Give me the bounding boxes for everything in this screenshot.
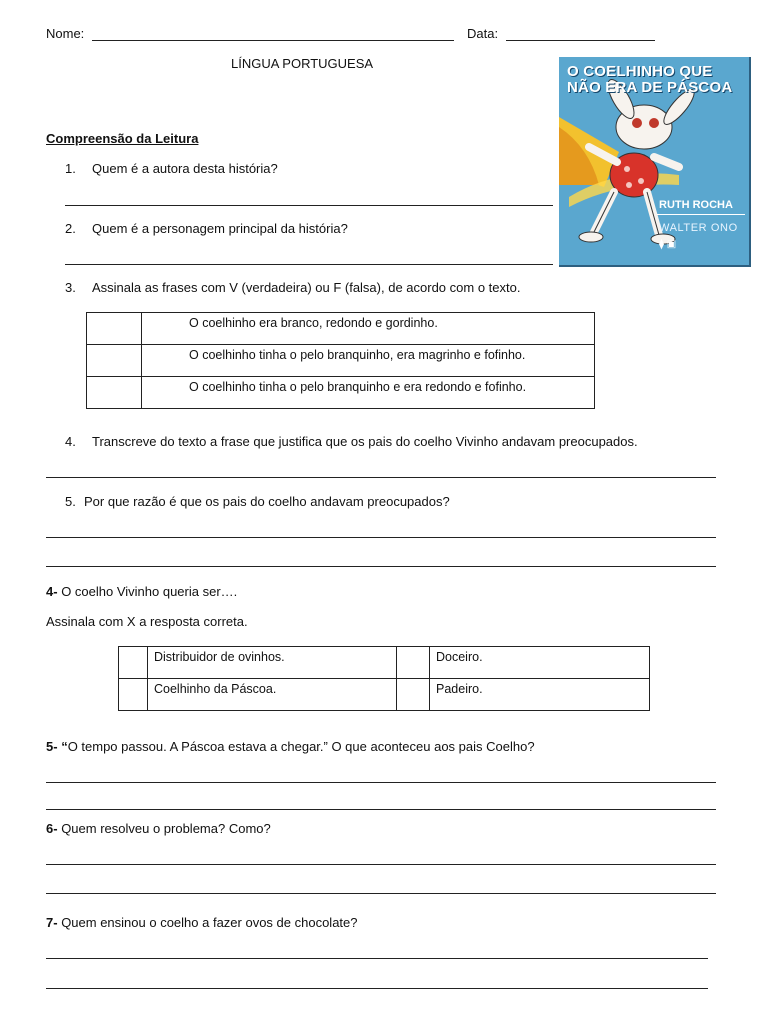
q5b-text: O tempo passou. A Páscoa estava a chegar.” O que aconteceu aos pais Coelho?	[67, 739, 535, 754]
q4b-question	[46, 584, 237, 599]
q6-answer-line[interactable]	[46, 864, 716, 865]
q4b-text: O coelho Vivinho queria ser….	[61, 584, 238, 599]
table-row	[87, 345, 595, 377]
date-field-line[interactable]	[506, 40, 655, 41]
q6-answer-line[interactable]	[46, 893, 716, 894]
choice-checkbox[interactable]	[397, 647, 430, 679]
q7-text: Quem ensinou o coelho a fazer ovos de chocolate?	[61, 915, 358, 930]
book-cover-image	[559, 57, 751, 267]
q2-answer-line[interactable]	[65, 264, 553, 265]
name-field-line[interactable]	[92, 40, 454, 41]
cover-divider	[657, 214, 745, 215]
q5-answer-line[interactable]	[46, 566, 716, 567]
choice-checkbox[interactable]	[397, 679, 430, 711]
book-title-line2: NÃO ERA DE PÁSCOA	[567, 79, 733, 96]
q6-question	[46, 821, 271, 836]
table-row	[119, 679, 650, 711]
table-row	[87, 313, 595, 345]
q7-answer-line[interactable]	[46, 958, 708, 959]
q5-answer-line[interactable]	[46, 537, 716, 538]
q5b-answer-line[interactable]	[46, 782, 716, 783]
subject-title: LÍNGUA PORTUGUESA	[231, 56, 374, 71]
choice-label: Padeiro.	[430, 679, 650, 711]
q5b-number: 5-	[46, 739, 58, 754]
tf-statement: O coelhinho era branco, redondo e gordinho.	[142, 313, 595, 345]
q7-number: 7-	[46, 915, 58, 930]
q1-text: Quem é a autora desta história?	[92, 161, 278, 176]
q1-number: 1.	[65, 161, 76, 176]
q2-number: 2.	[65, 221, 76, 236]
q4-answer-line[interactable]	[46, 477, 716, 478]
table-row	[119, 647, 650, 679]
q6-text: Quem resolveu o problema? Como?	[61, 821, 271, 836]
q4-text: Transcreve do texto a frase que justifica que os pais do coelho Vivinho andavam preocupados.	[92, 434, 638, 449]
tf-answer-cell[interactable]	[87, 345, 142, 377]
tf-answer-cell[interactable]	[87, 313, 142, 345]
name-label: Nome:	[46, 26, 85, 41]
choice-label: Coelhinho da Páscoa.	[148, 679, 397, 711]
q5b-answer-line[interactable]	[46, 809, 716, 810]
q1-answer-line[interactable]	[65, 205, 553, 206]
date-label: Data:	[467, 26, 499, 41]
q5b-quote-mark: “	[61, 739, 68, 754]
q3-number: 3.	[65, 280, 76, 295]
q6-number: 6-	[46, 821, 58, 836]
true-false-table	[86, 312, 595, 409]
q3-text: Assinala as frases com V (verdadeira) ou F (falsa), de acordo com o texto.	[92, 280, 521, 295]
book-author: RUTH ROCHA	[659, 199, 733, 211]
q7-question	[46, 915, 358, 930]
q5b-question	[46, 739, 535, 754]
q2-text: Quem é a personagem principal da história?	[92, 221, 348, 236]
tf-answer-cell[interactable]	[87, 377, 142, 409]
choice-checkbox[interactable]	[119, 679, 148, 711]
choice-label: Distribuidor de ovinhos.	[148, 647, 397, 679]
q4b-instruction: Assinala com X a resposta correta.	[46, 614, 248, 629]
q7-answer-line[interactable]	[46, 988, 708, 989]
q5-number: 5.	[65, 494, 76, 509]
publisher-logo-icon: ⧫ ▣	[659, 239, 677, 250]
q4b-number: 4-	[46, 584, 58, 599]
book-illustrator: WALTER ONO	[659, 222, 738, 234]
table-row	[87, 377, 595, 409]
multiple-choice-table	[118, 646, 650, 711]
choice-label: Doceiro.	[430, 647, 650, 679]
q4-number: 4.	[65, 434, 76, 449]
book-title-line1: O COELHINHO QUE	[567, 63, 713, 80]
section-title: Compreensão da Leitura	[46, 131, 199, 146]
choice-checkbox[interactable]	[119, 647, 148, 679]
tf-statement: O coelhinho tinha o pelo branquinho e era redondo e fofinho.	[142, 377, 595, 409]
tf-statement: O coelhinho tinha o pelo branquinho, era magrinho e fofinho.	[142, 345, 595, 377]
q5-text: Por que razão é que os pais do coelho andavam preocupados?	[84, 494, 450, 509]
